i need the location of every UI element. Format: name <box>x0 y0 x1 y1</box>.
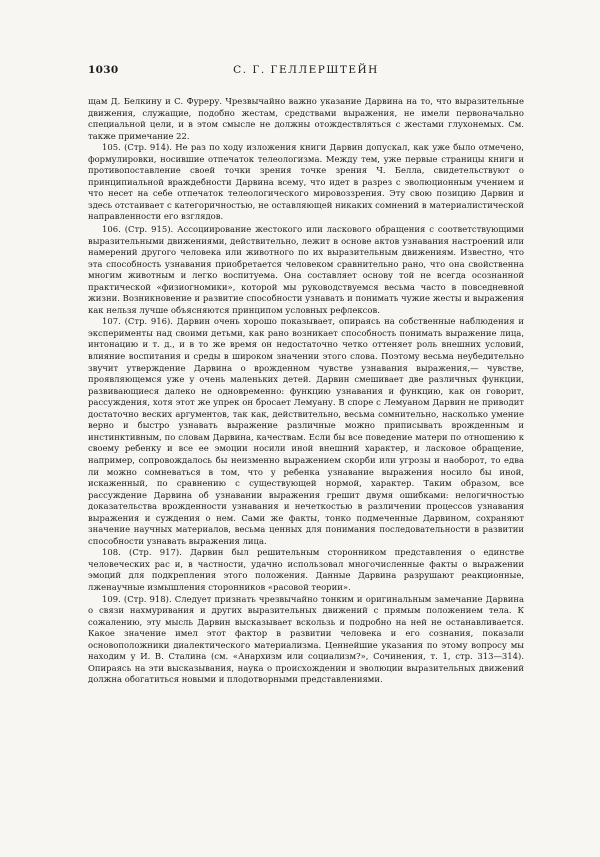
note-109: 109. (Стр. 918). Следует признать чрезвычайно тонким и оригинальным замечание Дарвина о связи нахмуривания и других выразительных движений с прямым положением тела. К сожалению, эту мысль Дарвин высказывает вскользь и подробно на ней не останавливается. Какое значение имел этот фактор в развитии человека и его сознания, показали основоположники диалектического материализма. Ценнейшие указания по этому вопросу мы находим у И. В. Сталина (см. «Анархизм или социализм?», Сочинения, т. 1, стр. 313—314). Опираясь на эти высказывания, наука о происхождении и эволюции выразительных движений должна обогатиться новыми и плодотворными представлениями. <box>88 593 524 685</box>
body-text <box>88 96 524 686</box>
paragraph-continuation: щам Д. Белкину и С. Фуреру. Чрезвычайно важно указание Дарвина на то, что выразительные движения, служащие, подобно жестам, средствами выражения, не имели первоначально специальной цели, и в этом смысле не должны отождествляться с жестами глухонемых. См. также примечание 22. <box>88 96 524 141</box>
note-105: 105. (Стр. 914). Не раз по ходу изложения книги Дарвин допускал, как уже было отмечено, формулировки, носившие отпечаток телеологизма. Между тем, уже первые страницы книги и противопоставление своей точки зрения точке зрения Ч. Белла, свидетельствуют о принципиальной враждебности Дарвина всему, что идет в разрез с эволюционным учением и что несет на себе отпечаток телеологического мировоззрения. Эту свою позицию Дарвин и здесь отстаивает с категоричностью, не оставляющей никаких сомнений в материалистической направленности его взглядов. <box>88 142 524 222</box>
note-108: 108. (Стр. 917). Дарвин был решительным сторонником представления о единстве человеческих рас и, в частности, удачно использовал многочисленные факты о выражении эмоций для подкрепления этого положения. Данные Дарвина разрушают реакционные, лженаучные измышления сторонников «расовой теории». <box>88 547 524 592</box>
note-107: 107. (Стр. 916). Дарвин очень хорошо показывает, опираясь на собственные наблюдения и эксперименты над своими детьми, как рано возникает способность понимать выражение лица, интонацию и т. д., и в то же время он недостаточно четко оттеняет роль внешних условий, влияние воспитания и среды в широком значении этого слова. Поэтому весьма неубедительно звучит утверждение Дарвина о врожденном чувстве узнавания выражения,— чувстве, проявляющемся уже у очень маленьких детей. Дарвин смешивает две различных функции, развивающиеся далеко не одновременно: функцию узнавания и функцию, как он говорит, рассуждения, хотя этот же упрек он бросает Лемуану. В споре с Лемуаном Дарвин не приводит достаточно веских аргументов, так как, действительно, весьма сомнительно, насколько умение верно и быстро узнавать выражение различные можно приписывать врожденным и инстинктивным, по словам Дарвина, качествам. Если бы все поведение матери по отношению к своему ребенку и все ее эмоции носили иной внешний характер, и ласковое обращение, например, сопровождалось бы неизменно выражением скорби или угрозы и наоборот, то едва ли можно сомневаться в том, что у ребенка узнавание выражения носило бы иной, искаженный, по сравнению с существующей нормой, характер. Таким образом, все рассуждение Дарвина об узнавании выражения грешит двумя ошибками: нелогичностью доказательства врожденности узнавания и нечеткостью в различении процессов узнавания выражения и суждения о нем. Сами же факты, тонко подмеченные Дарвином, сохраняют значение научных материалов, весьма ценных для понимания последовательности в развитии способности узнавать выражения лица. <box>88 316 524 546</box>
note-106: 106. (Стр. 915). Ассоциирование жестокого или ласкового обращения с соответствующими выразительными движениями, действительно, лежит в основе актов узнавания настроений или намерений другого человека или животного по их выразительным движениям. Известно, что эта способность узнавания приобретается человеком сравнительно рано, что она свойственна многим животным и легко воспитуема. Она составляет основу той не всегда осознанной практической «физиогномики», которой мы руководствуемся весьма часто в повседневной жизни. Возникновение и развитие способности узнавать и понимать чужие жесты и выражения как нельзя лучше объясняются принципом условных рефлексов. <box>88 224 524 315</box>
page-number: 1030 <box>88 64 119 76</box>
page-header <box>88 64 524 82</box>
running-head: С. Г. ГЕЛЛЕРШТЕЙН <box>233 64 379 76</box>
